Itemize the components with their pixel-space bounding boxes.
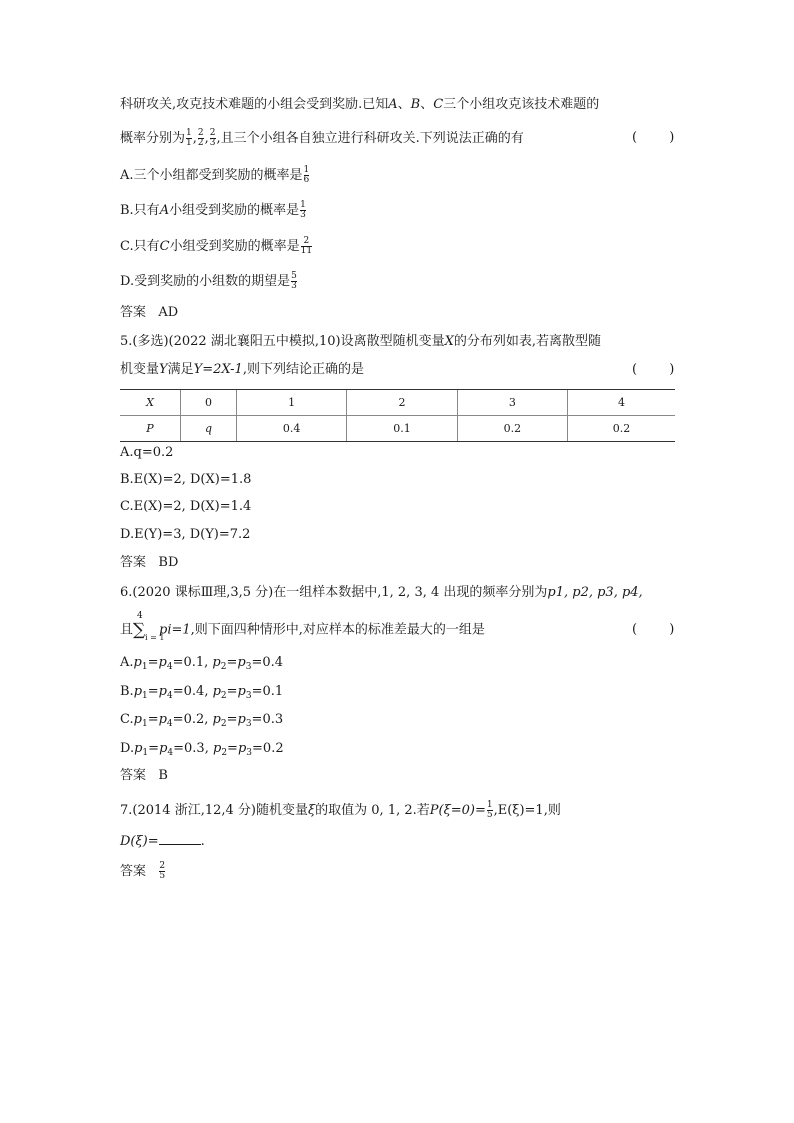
q5-option-a: A.q=0.2 — [120, 445, 174, 460]
fraction: $\frac{1}{3}$ — [300, 200, 306, 220]
table-cell: 2 — [347, 390, 457, 416]
q5-stem-line1: 5.(多选)(2022 湖北襄阳五中模拟,10)设离散型随机变量X的分布列如表,若离散型随 — [120, 334, 601, 349]
fraction: $\frac{5}{3}$ — [291, 271, 297, 291]
q7-stem-line2: D(ξ)= . — [120, 834, 205, 849]
q6-option-c: $C.p_1=p_4=0.2$, $p_2=p_3=0.3$ — [120, 712, 284, 729]
q5-stem-line2: 机变量Y满足Y=2X-1,则下列结论正确的是 — [120, 362, 364, 377]
q6-option-d: $D.p_1=p_4=0.3$, $p_2=p_3=0.2$ — [120, 741, 284, 758]
fraction: $\frac{2}{5}$ — [159, 861, 166, 881]
table-cell: q — [181, 416, 237, 442]
q4-stem-line2: 概率分别为 $\frac{1}{1}$ , $\frac{2}{2}$ , $\frac{2}{3}$ ,且三个小组各自独立进行科研攻关.下列说法正确的有 — [120, 128, 524, 148]
table-cell: P — [120, 416, 181, 442]
q6-stem-line1: 6.(2020 课标Ⅲ理,3,5 分)在一组样本数据中,1, 2, 3, 4 出现的频率分别为p1, p2, p3, p4, — [120, 585, 643, 600]
q7-answer: 答案 $\frac{2}{5}$ — [120, 861, 166, 881]
fraction: $\frac{2}{2}$ — [197, 128, 204, 148]
q4-option-d: D.受到奖励的小组数的期望是 $\frac{5}{3}$ — [120, 271, 297, 291]
fraction: $\frac{1}{6}$ — [303, 165, 310, 185]
q7-stem-line1: 7.(2014 浙江,12,4 分)随机变量ξ的取值为 0, 1, 2.若P(ξ=0)= $\frac{1}{5}$ ,E(ξ)=1,则 — [120, 800, 561, 820]
table-cell: 0.1 — [347, 416, 457, 442]
summation-symbol: ∑ 4 i = 1 — [133, 611, 165, 642]
q6-answer-paren: ( ) — [632, 622, 689, 637]
fraction: $\frac{1}{5}$ — [486, 800, 493, 820]
answer-blank — [159, 832, 201, 845]
table-cell: X — [120, 390, 181, 416]
q4-option-a: A.三个小组都受到奖励的概率是 $\frac{1}{6}$ — [120, 165, 310, 185]
q6-answer: 答案 B — [120, 768, 168, 783]
table-cell: 0.2 — [568, 416, 675, 442]
q5-option-c: C.E(X)=2, D(X)=1.4 — [120, 499, 252, 514]
q4-option-c: C.只有C小组受到奖励的概率是 $\frac{2}{11}$ — [120, 236, 313, 256]
table-cell: 0.4 — [237, 416, 347, 442]
fraction: $\frac{2}{3}$ — [209, 128, 216, 148]
q6-option-a: $A.p_1=p_4=0.1$, $p_2=p_3=0.4$ — [120, 655, 284, 672]
fraction: $\frac{2}{11}$ — [300, 236, 313, 256]
table-row — [120, 390, 675, 416]
table-cell: 3 — [457, 390, 567, 416]
table-cell: 0.2 — [457, 416, 567, 442]
q4-answer-paren: ( ) — [632, 130, 689, 145]
table-cell: 0 — [181, 390, 237, 416]
q6-stem-line2: 且 ∑ 4 i = 1 pi=1,则下面四种情形中,对应样本的标准差最大的一组是 — [120, 611, 485, 642]
table-cell: 1 — [237, 390, 347, 416]
q6-option-b: $B.p_1=p_4=0.4$, $p_2=p_3=0.1$ — [120, 684, 284, 701]
table-cell: 4 — [568, 390, 675, 416]
q4-stem-line1: 科研攻关,攻克技术难题的小组会受到奖励.已知A、B、C三个小组攻克该技术难题的 — [120, 97, 600, 112]
q5-answer: 答案 BD — [120, 555, 179, 570]
q5-option-d: D.E(Y)=3, D(Y)=7.2 — [120, 527, 251, 542]
q5-answer-paren: ( ) — [632, 362, 689, 377]
q4-answer: 答案 AD — [120, 305, 179, 320]
distribution-table — [120, 389, 675, 442]
fraction: $\frac{1}{1}$ — [186, 128, 192, 148]
q4-option-b: B.只有A小组受到奖励的概率是 $\frac{1}{3}$ — [120, 200, 306, 220]
q5-option-b: B.E(X)=2, D(X)=1.8 — [120, 472, 252, 487]
table-row — [120, 416, 675, 442]
